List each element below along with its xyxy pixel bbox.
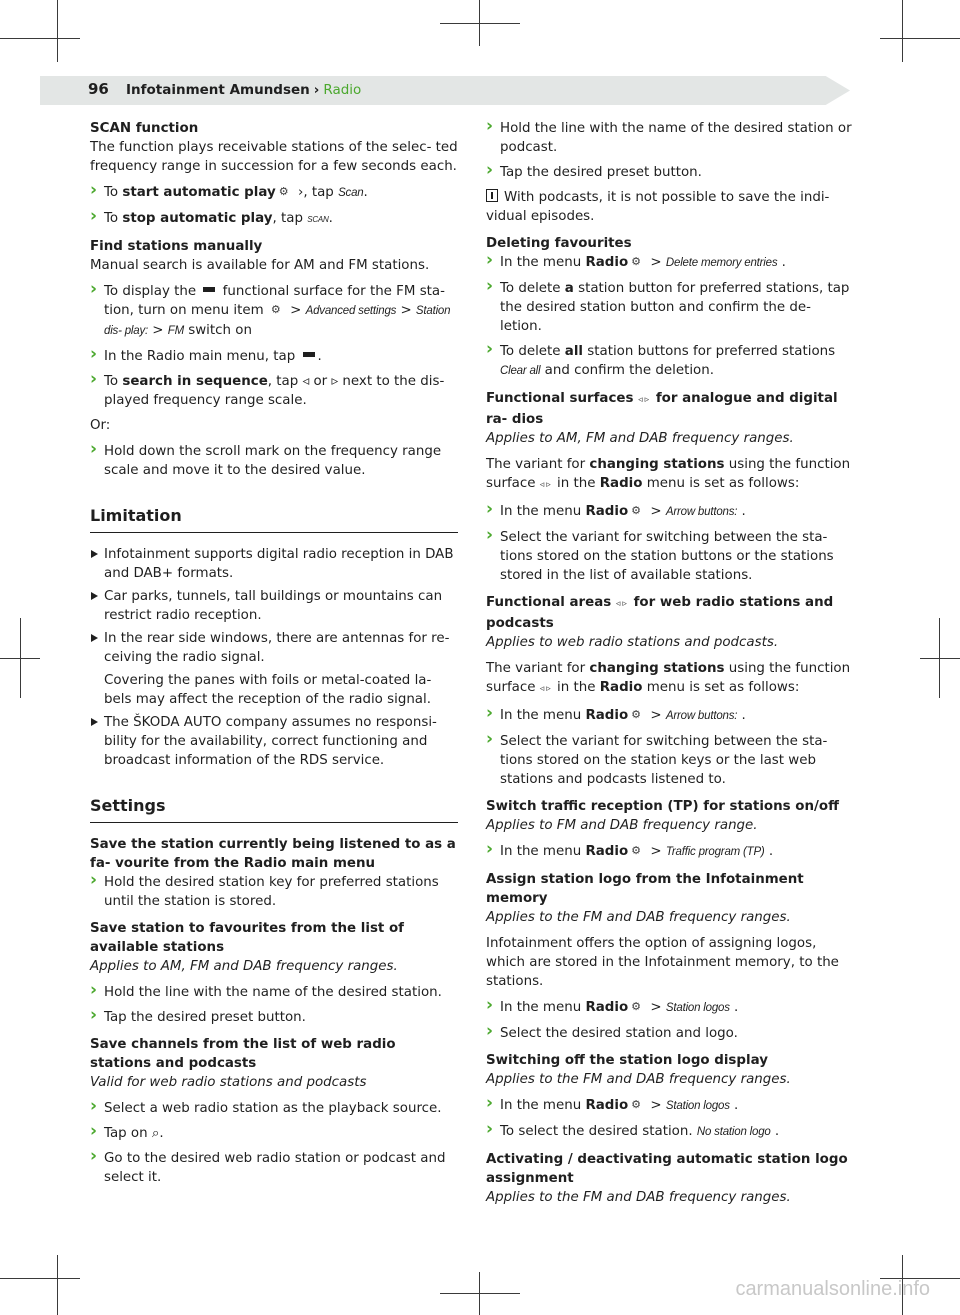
gear-icon: [631, 504, 643, 516]
text: .: [363, 185, 368, 200]
arrow-buttons-icon: ◃▹: [615, 599, 629, 609]
text: To: [104, 185, 123, 200]
menu-item: FM: [167, 325, 184, 337]
gear-icon: [271, 303, 283, 315]
menu-item: Station dis- play:: [104, 305, 451, 337]
text: for analogue and digital ra- dios: [486, 391, 838, 427]
crop-mark: [57, 1255, 58, 1315]
find-step-4: › Hold down the scroll mark on the frequency range scale and move it to the desired value.: [90, 442, 458, 480]
logo-off-sub: Applies to the FM and DAB frequency ranges.: [486, 1072, 791, 1087]
search-icon: ⌕: [151, 1126, 160, 1141]
save-web-title: Save channels from the list of web radio stations and podcasts: [90, 1037, 396, 1071]
text: .: [737, 708, 746, 723]
text: In the menu: [500, 1000, 586, 1015]
bold-text: Radio: [585, 844, 629, 859]
auto-logo-sub: Applies to the FM and DAB frequency ranges.: [486, 1190, 791, 1205]
text: ›, tap: [293, 185, 339, 200]
tp-step: › In the menu Radio⚙ > Traffic program (TP) .: [486, 842, 854, 862]
save-web-sub: Valid for web radio stations and podcasts: [90, 1075, 367, 1090]
text: To delete: [500, 344, 565, 359]
menu-item-scan: Scan: [338, 187, 364, 199]
functional-areas-title: [486, 593, 854, 633]
scan-text: The function plays receivable stations of the selec- ted frequency range in succession for a few seconds each.: [90, 140, 458, 174]
delete-step-1: › In the menu Radio⚙ > Delete memory entries .: [486, 253, 854, 273]
functional-surfaces-text: [486, 455, 854, 495]
functional-areas-step-1: › In the menu Radio⚙ > Arrow buttons: .: [486, 706, 854, 726]
note-text: With podcasts, it is not possible to save the indi- vidual episodes.: [486, 190, 830, 224]
text: To select the desired station.: [500, 1124, 697, 1139]
text: In the menu: [500, 708, 586, 723]
text: .: [764, 844, 774, 859]
menu-item: Delete memory entries: [665, 257, 778, 269]
save-web-step-1: › Select a web radio station as the playback source.: [90, 1099, 458, 1118]
bold-text: Radio: [585, 708, 629, 723]
text: menu is set as follows:: [642, 476, 800, 491]
logo-step-1: › In the menu Radio⚙ > Station logos .: [486, 998, 854, 1018]
logo-step-2: › Select the desired station and logo.: [486, 1024, 854, 1043]
logo-sub: Applies to the FM and DAB frequency ranges.: [486, 910, 791, 925]
text: for web radio stations and podcasts: [486, 595, 834, 631]
breadcrumb-chapter: Infotainment Amundsen: [126, 82, 310, 98]
text: .: [328, 211, 333, 226]
text: using the function surface: [486, 661, 851, 695]
info-icon: [486, 189, 498, 202]
save-list-sub: Applies to AM, FM and DAB frequency ranges.: [90, 959, 398, 974]
bold-text: changing stations: [589, 661, 725, 676]
bold-text: Radio: [585, 1098, 629, 1113]
logo-title: Assign station logo from the Infotainment memory: [486, 872, 804, 906]
bold-text: stop automatic play: [122, 211, 273, 226]
text: using the function surface: [486, 457, 851, 491]
breadcrumb: [126, 82, 361, 98]
page-number: 96: [88, 80, 109, 98]
text: , tap: [272, 211, 308, 226]
text: Functional areas: [486, 595, 616, 610]
save-list-title: Save station to favourites from the list of available stations: [90, 921, 404, 955]
delete-title: Deleting favourites: [486, 236, 632, 251]
text: in the: [552, 476, 600, 491]
gear-icon: [631, 1000, 643, 1012]
right-step-1: › Hold the line with the name of the desired station or podcast.: [486, 119, 854, 157]
text: Functional surfaces: [486, 391, 639, 406]
menu-item: Arrow buttons:: [665, 710, 738, 722]
limitation-title: Limitation: [90, 506, 458, 533]
bold-text: Radio: [599, 476, 643, 491]
text: In the menu: [500, 255, 586, 270]
text: In the menu: [500, 844, 586, 859]
menu-item: Traffic program (TP): [665, 846, 765, 858]
text: The variant for: [486, 661, 590, 676]
limitation-bullet: The ŠKODA AUTO company assumes no responsi- bility for the availability, correct functioning and broadcast information of the RDS service.: [90, 713, 458, 770]
functional-surfaces-title: [486, 389, 854, 429]
right-column: [486, 119, 854, 1214]
text: station buttons for preferred stations: [583, 344, 836, 359]
crop-mark: [57, 0, 58, 62]
functional-surfaces-sub: Applies to AM, FM and DAB frequency ranges.: [486, 431, 794, 446]
or-text: Or:: [90, 418, 111, 433]
save-list-step-2: › Tap the desired preset button.: [90, 1008, 458, 1027]
podcast-note: [486, 188, 854, 226]
breadcrumb-section: Radio: [323, 82, 362, 98]
save-web-step-3: › Go to the desired web radio station or podcast and select it.: [90, 1149, 458, 1187]
gear-icon: [631, 844, 643, 856]
right-step-2: › Tap the desired preset button.: [486, 163, 854, 182]
left-column: [90, 119, 458, 1193]
find-step-3: [90, 372, 458, 410]
auto-logo-title: Activating / deactivating automatic station logo assignment: [486, 1152, 848, 1186]
find-step-1: › To display the functional surface for the FM sta- tion, turn on menu item ⚙ > Advanced settings > Station dis- play: > FM switch on: [90, 282, 458, 341]
scan-stop-step: [90, 209, 458, 229]
scan-button-label: SCAN: [307, 215, 329, 224]
crop-mark: [880, 38, 960, 39]
text: and confirm the deletion.: [540, 363, 714, 378]
functional-areas-text: [486, 659, 854, 699]
text: menu is set as follows:: [642, 680, 800, 695]
bold-text: changing stations: [589, 457, 725, 472]
functional-areas-sub: Applies to web radio stations and podcasts.: [486, 635, 779, 650]
crop-mark: [0, 658, 40, 659]
frequency-bar-icon: [303, 352, 315, 357]
text: .: [317, 349, 322, 364]
scan-title: SCAN function: [90, 121, 199, 136]
frequency-bar-icon: [203, 287, 215, 292]
arrow-buttons-icon: ◃▹: [539, 684, 553, 694]
crop-mark: [0, 1278, 80, 1279]
bold-text: Radio: [585, 1000, 629, 1015]
bold-text: Radio: [585, 255, 629, 270]
gear-icon: [631, 1098, 643, 1110]
gear-icon: [631, 255, 643, 267]
text: .: [159, 1126, 164, 1141]
text: To delete: [500, 281, 565, 296]
limitation-note: Covering the panes with foils or metal-coated la- bels may affect the reception of the radio signal.: [104, 673, 432, 707]
save-main-title: Save the station currently being listened to as a fa- vourite from the Radio main menu: [90, 837, 456, 871]
text: switch on: [183, 323, 252, 338]
logo-off-title: Switching off the station logo display: [486, 1053, 768, 1068]
gear-icon: [631, 708, 643, 720]
save-web-step-2: [90, 1124, 458, 1143]
text: in the: [552, 680, 600, 695]
limitation-bullet: Infotainment supports digital radio reception in DAB and DAB+ formats.: [90, 545, 458, 583]
settings-title: Settings: [90, 796, 458, 823]
text: To: [104, 211, 123, 226]
bold-text: Radio: [599, 680, 643, 695]
arrow-buttons-icon: ◃▹: [539, 480, 553, 490]
crop-mark: [920, 658, 960, 659]
tp-sub: Applies to FM and DAB frequency range.: [486, 818, 758, 833]
bold-text: all: [564, 344, 584, 359]
text: The variant for: [486, 457, 590, 472]
menu-item: No station logo: [696, 1126, 771, 1138]
save-main-step: › Hold the desired station key for preferred stations until the station is stored.: [90, 873, 458, 911]
text: In the Radio main menu, tap: [104, 349, 300, 364]
logo-text: Infotainment offers the option of assigning logos, which are stored in the Infotainment memory, to the stations.: [486, 936, 839, 989]
limitation-bullet: In the rear side windows, there are antennas for re- ceiving the radio signal.: [90, 629, 458, 667]
crop-mark: [902, 0, 903, 62]
text: .: [770, 1124, 780, 1139]
text: .: [737, 504, 746, 519]
text: .: [729, 1098, 739, 1113]
breadcrumb-separator: ›: [313, 82, 320, 98]
bold-text: start automatic play: [122, 185, 276, 200]
gear-icon: [279, 185, 291, 197]
find-title: Find stations manually: [90, 239, 263, 254]
delete-step-3: [486, 342, 854, 381]
text: functional surface for the FM sta- tion, turn on menu item: [104, 284, 445, 318]
crop-mark: [440, 1293, 520, 1294]
functional-surfaces-step-2: › Select the variant for switching between the sta- tions stored on the station buttons or the stations stored in the list of available stations.: [486, 528, 854, 585]
bold-text: Radio: [585, 504, 629, 519]
text: To display the: [104, 284, 201, 299]
logo-off-step-2: [486, 1122, 854, 1142]
crop-mark: [440, 23, 520, 24]
text: station button for preferred stations, tap the desired station button and confirm the de- letion.: [500, 281, 850, 334]
text: , tap ◃ or ▹ next to the dis- played frequency range scale.: [104, 374, 445, 408]
arrow-buttons-icon: ◃▹: [638, 395, 652, 405]
find-step-2: [90, 347, 458, 366]
text: .: [729, 1000, 739, 1015]
find-text: Manual search is available for AM and FM stations.: [90, 258, 430, 273]
logo-off-step-1: › In the menu Radio⚙ > Station logos .: [486, 1096, 854, 1116]
crop-mark: [0, 38, 80, 39]
text: In the menu: [500, 1098, 586, 1113]
text: In the menu: [500, 504, 586, 519]
watermark: carmanualsonline.info: [735, 1278, 930, 1300]
text: Tap on: [104, 1126, 152, 1141]
save-list-step-1: › Hold the line with the name of the desired station.: [90, 983, 458, 1002]
text: To: [104, 374, 123, 389]
limitation-bullet: Car parks, tunnels, tall buildings or mountains can restrict radio reception.: [90, 587, 458, 625]
bold-text: a: [564, 281, 574, 296]
menu-item: Station logos: [665, 1100, 730, 1112]
tp-title: Switch traffic reception (TP) for stations on/off: [486, 799, 839, 814]
menu-item: Clear all: [500, 365, 541, 377]
menu-item: Station logos: [665, 1002, 730, 1014]
text: .: [777, 255, 786, 270]
functional-areas-step-2: › Select the variant for switching between the sta- tions stored on the station keys or the last web stations and podcasts listened to.: [486, 732, 854, 789]
bold-text: search in sequence: [122, 374, 268, 389]
scan-start-step: [90, 183, 458, 203]
menu-item: Advanced settings: [305, 305, 397, 317]
delete-step-2: [486, 279, 854, 336]
menu-item: Arrow buttons:: [665, 506, 738, 518]
functional-surfaces-step-1: › In the menu Radio⚙ > Arrow buttons: .: [486, 502, 854, 522]
